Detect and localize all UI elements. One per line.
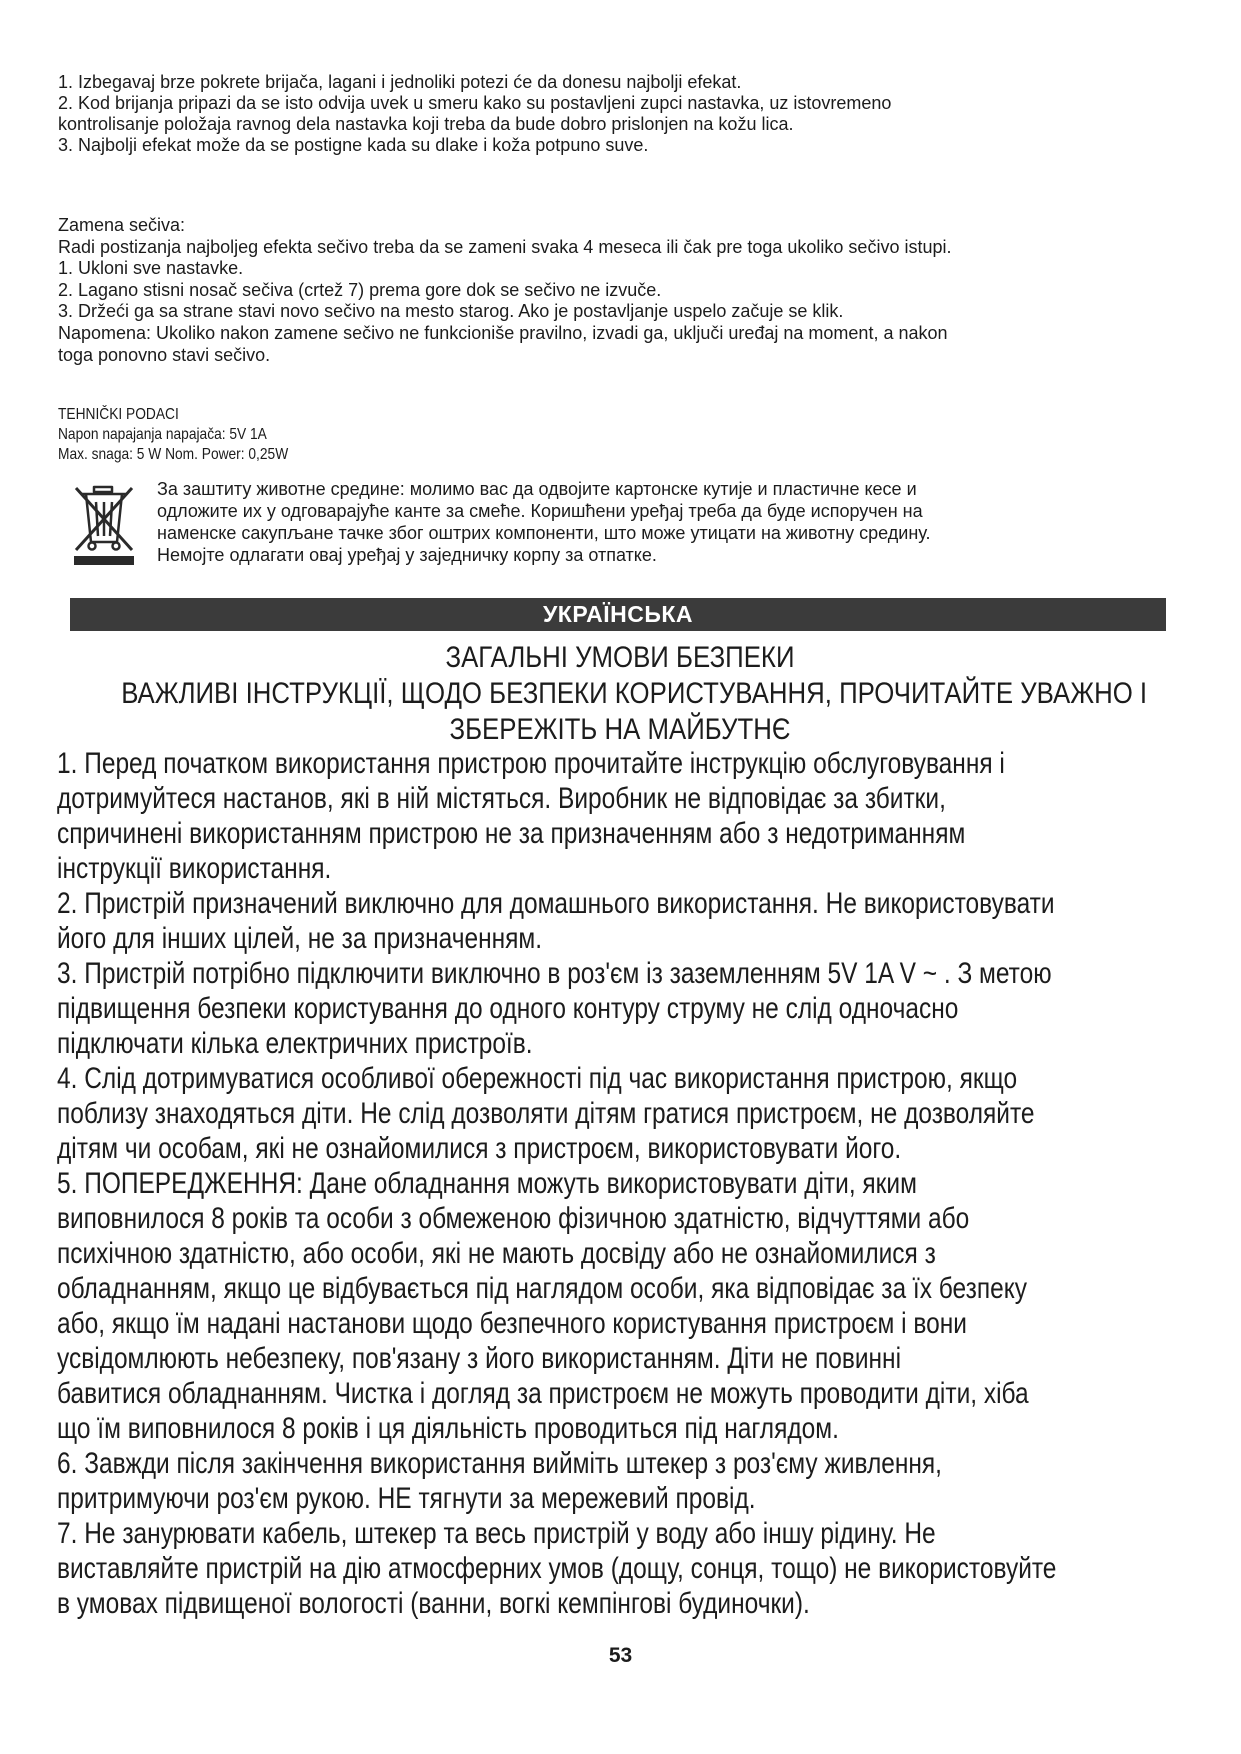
instruction-line: що їм виповнилося 8 років і ця діяльність проводиться під наглядом. [57,1412,839,1445]
tech-title: TEHNIČKI PODACI [58,406,179,423]
heading-line: ЗБЕРЕЖІТЬ НА МАЙБУТНЄ [449,713,791,746]
instruction-line: дотримуйтеся настанов, які в ній містяться. Виробник не відповідає за збитки, [57,782,946,815]
blade-line: Radi postizanja najboljeg efekta sečivo treba da se zameni svaka 4 meseca ili čak pre toga ukoliko sečivo istupi. [58,236,952,257]
blade-line: Napomena: Ukoliko nakon zamene sečivo ne funkcioniše pravilno, izvadi ga, uključi uređaj na moment, a nakon [58,322,948,343]
blade-line: Zamena sečiva: [58,215,186,235]
blade-line: 1. Ukloni sve nastavke. [58,258,244,279]
instruction-line: інструкції використання. [57,852,332,885]
tips-line: 2. Kod brijanja pripazi da se isto odvija uvek u smeru kako su postavljeni zupci nastavka, uz istovremeno [58,93,892,113]
instruction-line: виставляйте пристрій на дію атмосферних умов (дощу, сонця, тощо) не використовуйте [57,1552,1057,1585]
weee-line: Немојте одлагати овај уређај у заједничку корпу за отпатке. [157,545,657,565]
language-section-header: УКРАЇНСЬКА [70,598,1166,631]
instruction-line: обладнанням, якщо це відбувається під наглядом особи, яка відповідає за їх безпеку [57,1272,1027,1305]
instruction-line: його для інших цілей, не за призначенням. [57,922,543,955]
weee-line: одложите их у одговарајуће канте за смеће. Коришћени уређај треба да буде испоручен на [157,501,923,521]
tips-line: 1. Izbegavaj brze pokrete brijača, lagani i jednoliki potezi će da donesu najbolji efekat. [58,72,742,92]
heading-line: ВАЖЛИВІ ІНСТРУКЦІЇ, ЩОДО БЕЗПЕКИ КОРИСТУВАННЯ, ПРОЧИТАЙТЕ УВАЖНО І [121,677,1148,710]
instruction-line: виповнилося 8 років та особи з обмеженою фізичною здатністю, відчуттями або [57,1202,970,1235]
instruction-line: або, якщо їм надані настанови щодо безпечного користування пристроєм і вони [57,1307,967,1340]
instruction-line: поблизу знаходяться діти. Не слід дозволяти дітям гратися пристроєм, не дозволяйте [57,1097,1035,1130]
instruction-line: 5. ПОПЕРЕДЖЕННЯ: Дане обладнання можуть використовувати діти, яким [57,1167,917,1200]
safety-headings [121,640,1148,748]
instruction-line: в умовах підвищеної вологості (ванни, вогкі кемпінгові будиночки). [57,1587,810,1620]
blade-line: 2. Lagano stisni nosač sečiva (crtež 7) prema gore dok se sečivo ne izvuče. [58,279,662,300]
weee-line: наменске сакупљане тачке због оштрих компоненти, што може утицати на животну средину. [157,523,931,543]
shaving-tips [58,72,1188,156]
instruction-line: 3. Пристрій потрібно підключити виключно в роз'єм із заземленням 5V 1A V ~ . З метою [57,957,1052,990]
blade-replacement [58,215,1188,366]
instruction-line: підключати кілька електричних пристроїв. [57,1027,533,1060]
blade-line: toga ponovno stavi sečivo. [58,344,271,365]
instruction-line: 6. Завжди після закінчення використання вийміть штекер з роз'єму живлення, [57,1447,942,1480]
instruction-line: притримуючи роз'єм рукою. НЕ тягнути за мережевий провід. [57,1482,756,1515]
crossed-bin-icon [70,484,138,568]
tech-line: Napon napajanja napajača: 5V 1A [58,426,267,443]
instruction-line: бавитися обладнанням. Чистка і догляд за пристроєм не можуть проводити діти, хіба [57,1377,1029,1410]
instruction-line: 4. Слід дотримуватися особливої обережності під час використання пристрою, якщо [57,1062,1018,1095]
environment-notice [157,478,1187,566]
technical-data [58,405,1030,465]
instruction-line: підвищення безпеки користування до одного контуру струму не слід одночасно [57,992,959,1025]
instruction-line: 7. Не занурювати кабель, штекер та весь пристрій у воду або іншу рідину. Не [57,1517,936,1550]
blade-line: 3. Držeći ga sa strane stavi novo sečivo na mesto starog. Ako je postavljanje uspelo začuje se klik. [58,301,844,322]
instruction-line: дітям чи особам, які не ознайомилися з пристроєм, використовувати його. [57,1132,902,1165]
tech-line: Max. snaga: 5 W Nom. Power: 0,25W [58,446,289,463]
instruction-line: 1. Перед початком використання пристрою прочитайте інструкцію обслуговування і [57,747,1005,780]
safety-instructions [57,746,1056,1621]
instruction-line: спричинені використанням пристрою не за призначенням або з недотриманням [57,817,966,850]
instruction-line: психічною здатністю, або особи, які не мають досвіду або не ознайомилися з [57,1237,936,1270]
weee-line: За заштиту животне средине: молимо вас да одвојите картонске кутије и пластичне кесе и [157,479,917,499]
instruction-line: 2. Пристрій призначений виключно для домашнього використання. Не використовувати [57,887,1055,920]
tips-line: 3. Najbolji efekat može da se postigne kada su dlake i koža potpuno suve. [58,135,649,155]
instruction-line: усвідомлюють небезпеку, пов'язану з його використанням. Діти не повинні [57,1342,902,1375]
tips-line: kontrolisanje položaja ravnog dela nastavka koji treba da bude dobro prislonjen na kožu lica. [58,114,794,134]
heading-line: ЗАГАЛЬНІ УМОВИ БЕЗПЕКИ [445,641,795,674]
page-number: 53 [608,1644,633,1667]
